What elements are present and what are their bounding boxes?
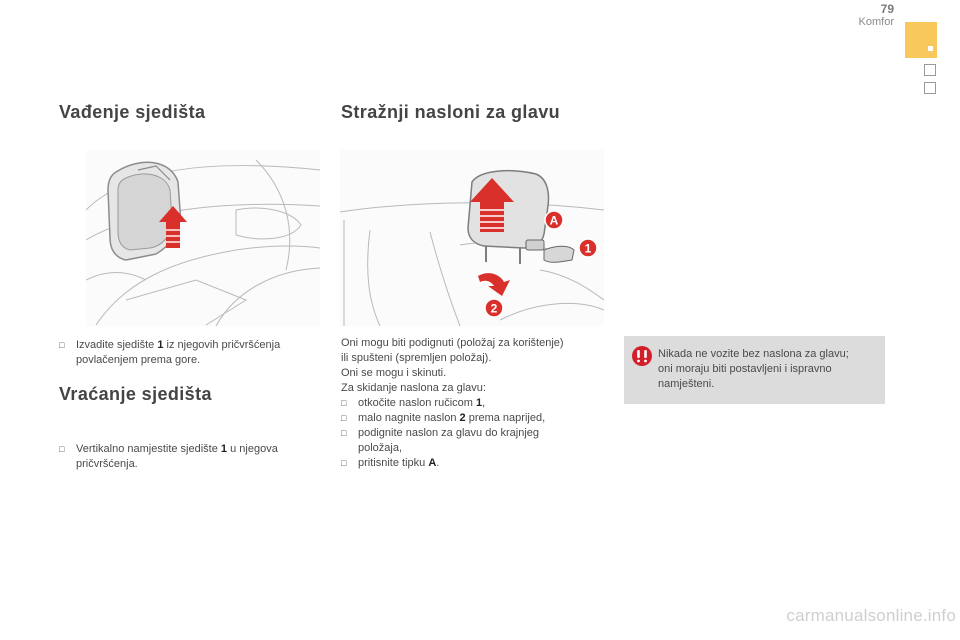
section-name: Komfor [858,16,894,28]
bullet-text: položaja, [358,442,403,454]
callout-ref: 1 [476,397,483,409]
callout-ref: 2 [459,412,466,424]
checkbox-bullet-icon: □ [59,340,65,350]
callout-ref: A [428,457,437,469]
bullet-text: iz njegovih pričvršćenja [163,339,281,351]
warning-line: Nikada ne vozite bez naslona za glavu; [658,348,849,360]
callout-a-label: A [549,213,559,228]
warning-line: oni moraju biti postavljeni i ispravno [658,363,832,375]
bullet-text: otkočite naslon ručicom [358,397,476,409]
bullet-text: , [482,397,486,409]
headrest-illustration [340,150,604,326]
checkbox-bullet-icon: □ [341,398,347,408]
section-title-refit-seat: Vraćanje sjedišta [59,384,212,404]
page-number: 79 [880,2,894,16]
bullet-text: pritisnite tipku [358,457,429,469]
bullet-refit-seat [59,442,346,472]
bullet-press [341,456,611,471]
bullet-text: . [436,457,440,469]
bullet-text: podignite naslon za glavu do krajnjeg [358,427,540,439]
bullet-text: malo nagnite naslon [358,412,460,424]
watermark: carmanualsonline.info [786,606,956,625]
bullet-remove-seat [59,338,346,368]
bullet-tilt [341,411,611,426]
seat-removal-illustration [86,150,320,326]
warning-line: namješteni. [658,378,715,390]
section-title-remove-seat: Vađenje sjedišta [59,102,206,122]
paragraph-line: Oni se mogu i skinuti. [341,367,447,379]
warning-icon [632,346,652,366]
checkbox-bullet-icon: □ [341,428,347,438]
bullet-text: pričvršćenja. [76,458,138,470]
paragraph-line: ili spušteni (spremljen položaj). [341,352,492,364]
bullet-text: prema naprijed, [465,412,546,424]
checkbox-bullet-icon: □ [59,444,65,454]
tab-placeholder-box [924,82,936,94]
callout-ref: 1 [157,339,164,351]
section-tab [905,22,937,58]
callout-2-label: 2 [490,301,498,316]
section-title-rear-headrests: Stražnji nasloni za glavu [341,102,561,122]
bullet-text: Izvadite sjedište [76,339,158,351]
bullet-text: povlačenjem prema gore. [76,354,201,366]
checkbox-bullet-icon: □ [341,458,347,468]
warning-text [658,347,878,392]
tab-placeholder-box [924,64,936,76]
bullet-unlock [341,396,611,411]
paragraph-line: Oni mogu biti podignuti (položaj za korištenje) [341,337,564,349]
callout-1-label: 1 [584,241,592,256]
checkbox-bullet-icon: □ [341,413,347,423]
section-tab-marker [928,46,933,51]
headrest-instructions [341,336,611,471]
bullet-raise [341,426,611,456]
bullet-text: u njegova [227,443,278,455]
callout-ref: 1 [220,443,228,455]
bullet-text: Vertikalno namjestite sjedište [76,443,221,455]
paragraph-line: Za skidanje naslona za glavu: [341,382,486,394]
